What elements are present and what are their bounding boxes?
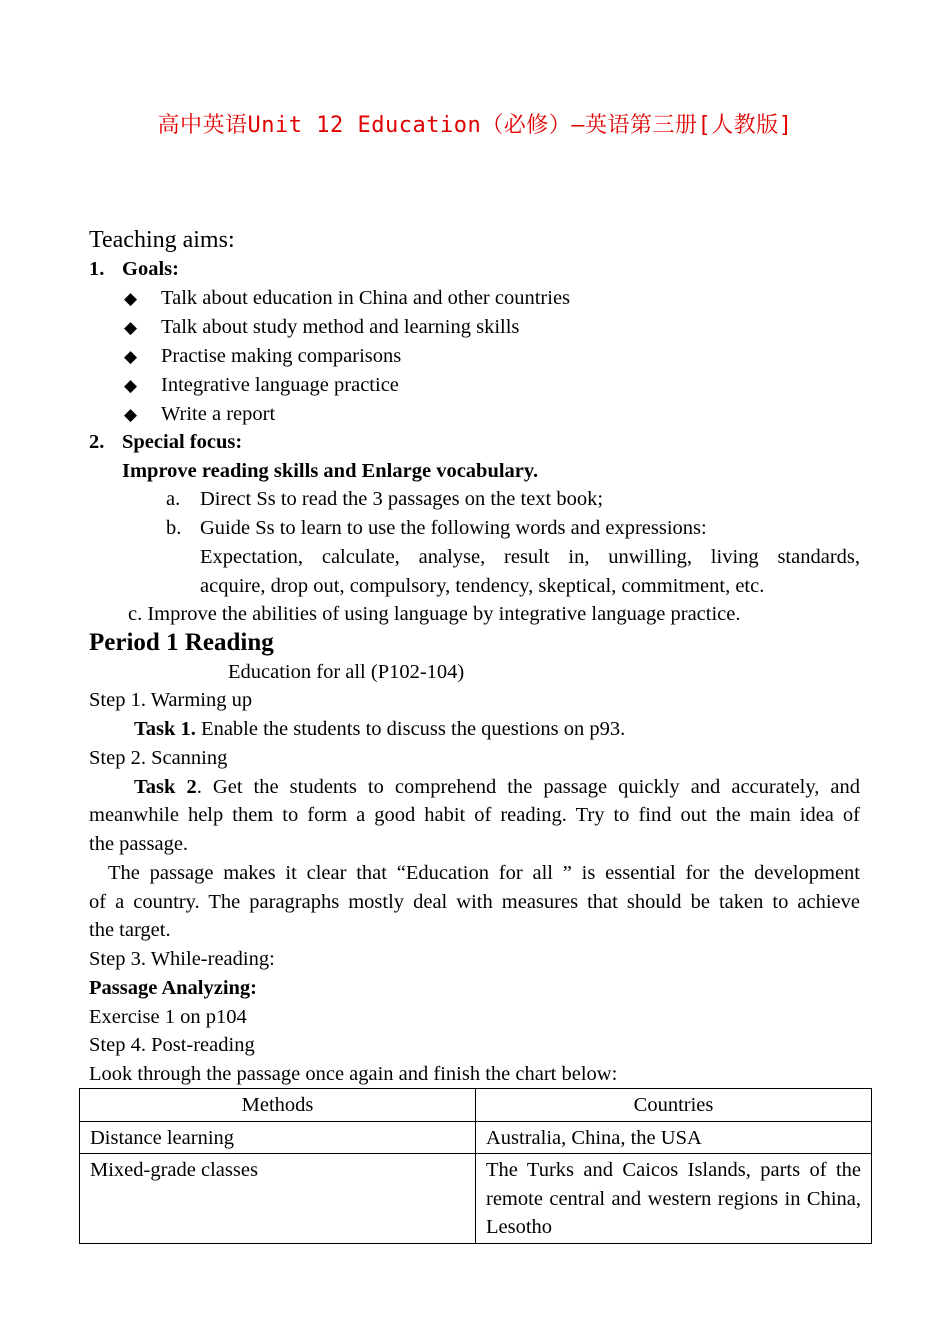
task-1-text: Enable the students to discuss the questions on p93. [195, 718, 626, 740]
goals-label: Goals: [122, 258, 179, 280]
step-1: Step 1. Warming up [89, 689, 253, 711]
task-1 [134, 715, 625, 744]
passage-analyzing: Passage Analyzing: [89, 977, 257, 999]
summary-paragraph-line: the target. [89, 919, 171, 941]
focus-item-c: c. Improve the abilities of using language by integrative language practice. [128, 603, 741, 625]
task-2 [134, 773, 860, 802]
list-marker-b: b. [166, 517, 182, 539]
table-row [80, 1154, 872, 1244]
table-cell: The Turks and Caicos Islands, parts of the remote central and western regions in China, Lesotho [476, 1154, 872, 1244]
goal-item: Talk about study method and learning skills [161, 316, 520, 338]
exercise-1: Exercise 1 on p104 [89, 1006, 247, 1028]
vocabulary-line: acquire, drop out, compulsory, tendency, skeptical, commitment, etc. [200, 575, 765, 597]
goals-number: 1. [89, 258, 105, 280]
special-focus-subheading: Improve reading skills and Enlarge vocabulary. [122, 460, 539, 482]
header-countries: Countries [476, 1089, 872, 1122]
summary-paragraph-line: The passage makes it clear that “Education for all ” is essential for the development [108, 862, 860, 884]
list-marker-a: a. [166, 488, 181, 510]
special-focus-label: Special focus: [122, 431, 243, 453]
special-focus-number: 2. [89, 431, 105, 453]
focus-item-a: Direct Ss to read the 3 passages on the text book; [200, 488, 604, 510]
header-methods: Methods [80, 1089, 476, 1122]
table-header-row [80, 1089, 872, 1122]
chart-intro: Look through the passage once again and finish the chart below: [89, 1063, 618, 1085]
goal-item: Integrative language practice [161, 374, 399, 396]
table-cell: Distance learning [80, 1121, 476, 1154]
task-2-label: Task 2 [134, 776, 197, 798]
task-2-text: . Get the students to comprehend the passage quickly and accurately, and [196, 776, 861, 798]
table-row [80, 1121, 872, 1154]
table-cell: Mixed-grade classes [80, 1154, 476, 1244]
focus-item-b: Guide Ss to learn to use the following words and expressions: [200, 517, 707, 539]
diamond-bullet-icon: ◆ [124, 347, 138, 366]
task-2-line: the passage. [89, 833, 189, 855]
task-1-label: Task 1. [134, 718, 196, 740]
step-2: Step 2. Scanning [89, 747, 228, 769]
period-subtitle: Education for all (P102-104) [228, 661, 465, 683]
document-title: 高中英语Unit 12 Education（必修）—英语第三册[人教版] [157, 113, 793, 138]
step-3: Step 3. While-reading: [89, 948, 275, 970]
diamond-bullet-icon: ◆ [124, 318, 138, 337]
summary-paragraph-line: of a country. The paragraphs mostly deal with measures that should be taken to achieve [89, 891, 860, 913]
diamond-bullet-icon: ◆ [124, 376, 138, 395]
step-4: Step 4. Post-reading [89, 1034, 255, 1056]
vocabulary-line: Expectation, calculate, analyse, result in, unwilling, living standards, [200, 546, 860, 568]
diamond-bullet-icon: ◆ [124, 289, 138, 308]
task-2-line: meanwhile help them to form a good habit of reading. Try to find out the main idea of [89, 804, 860, 826]
table-cell: Australia, China, the USA [476, 1121, 872, 1154]
goal-item: Talk about education in China and other countries [161, 287, 571, 309]
methods-countries-table [79, 1088, 872, 1244]
diamond-bullet-icon: ◆ [124, 405, 138, 424]
goal-item: Write a report [161, 403, 276, 425]
teaching-aims-heading: Teaching aims: [89, 227, 235, 253]
goal-item: Practise making comparisons [161, 345, 402, 367]
period-heading: Period 1 Reading [89, 629, 274, 656]
